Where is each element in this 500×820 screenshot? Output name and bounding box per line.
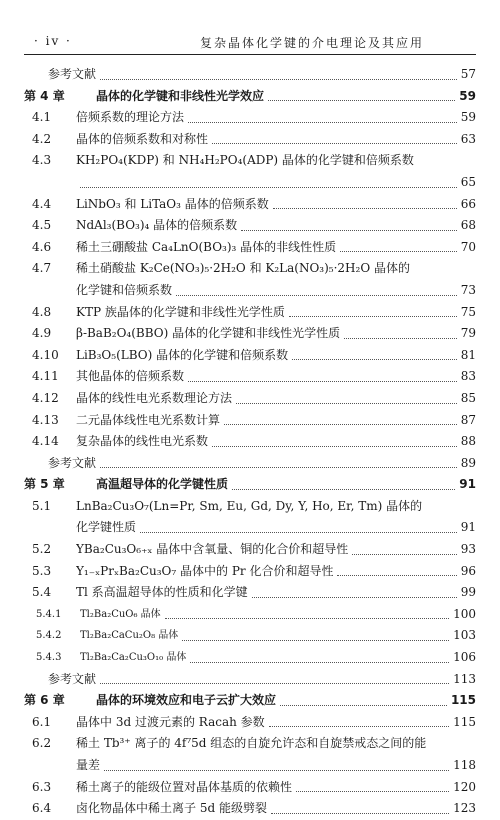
toc-entry-title: LiB₃O₅(LBO) 晶体的化学键和倍频系数 <box>76 347 289 362</box>
header-book-title: 复杂晶体化学键的介电理论及其应用 <box>200 36 425 50</box>
toc-page-number: 120 <box>453 779 476 794</box>
toc-entry-number: 5.4.3 <box>36 652 62 664</box>
toc-entry-title: Tl₂Ba₂Ca₂Cu₃O₁₀ 晶体 <box>80 652 187 664</box>
toc-entry-row <box>24 604 476 626</box>
toc-entry-title: 复杂晶体的线性电光系数 <box>76 434 209 449</box>
toc-entry-number: 4.1 <box>32 110 52 125</box>
toc-entry-title: 量差 <box>76 758 101 772</box>
toc-entry-number: 4.5 <box>32 218 52 233</box>
toc-entry-title: 稀土离子的能级位置对晶体基质的依赖性 <box>76 779 293 794</box>
toc-page-number: 106 <box>453 650 476 665</box>
toc-entry-title: Y₁₋ₓPrₓBa₂Cu₃O₇ 晶体中的 Pr 化合价和超导性 <box>76 563 334 578</box>
toc-dot-leader <box>268 100 455 101</box>
toc-entry-row <box>24 496 476 518</box>
toc-entry-title: 化学键性质 <box>76 520 137 535</box>
toc-entry-title: 二元晶体线性电光系数计算 <box>76 412 221 427</box>
toc-entry-title: YBa₂Cu₃O₆₊ₓ 晶体中含氧量、铜的化合价和超导性 <box>76 542 349 557</box>
toc-entry-number: 5.4.2 <box>36 630 62 642</box>
toc-entry-row <box>24 237 476 259</box>
toc-entry-title: 卤化物晶体中稀土离子 5d 能级劈裂 <box>76 801 267 816</box>
toc-page-number: 91 <box>460 520 476 535</box>
toc-dot-leader <box>340 251 457 252</box>
toc-entry-row <box>24 777 476 799</box>
toc-entry-title: 其他晶体的倍频系数 <box>76 369 185 384</box>
toc-entry-number: 第 6 章 <box>24 693 65 708</box>
toc-dot-leader <box>80 187 457 188</box>
toc-entry-row <box>24 150 476 172</box>
toc-dot-leader <box>232 489 455 490</box>
toc-entry-title: LnBa₂Cu₃O₇(Ln=Pr, Sm, Eu, Gd, Dy, Y, Ho, Er, Tm) 晶体的 <box>76 498 423 513</box>
toc-entry-title: 晶体的化学键和非线性光学效应 <box>96 88 265 103</box>
toc-page-number: 57 <box>460 67 476 81</box>
toc-page-number: 83 <box>460 369 476 384</box>
toc-dot-leader <box>280 705 447 706</box>
toc-entry-row <box>24 258 476 280</box>
toc-page-number: 65 <box>460 174 476 189</box>
toc-entry-number: 4.6 <box>32 239 52 254</box>
toc-entry-title: 晶体的倍频系数和对称性 <box>76 131 209 146</box>
toc-entry-row <box>24 323 476 345</box>
toc-entry-title: 化学键和倍频系数 <box>76 282 173 297</box>
toc-page-number: 100 <box>453 606 476 621</box>
toc-dot-leader <box>236 403 457 404</box>
toc-entry-row <box>24 582 476 604</box>
toc-entry-number: 4.7 <box>32 261 52 276</box>
toc-dot-leader <box>100 79 457 80</box>
toc-entry-number: 第 5 章 <box>24 477 65 492</box>
toc-page-number: 70 <box>460 239 476 254</box>
toc-dot-leader <box>289 316 457 317</box>
toc-dot-leader <box>252 597 457 598</box>
toc-chapter-row <box>24 86 476 108</box>
toc-entry-title: 晶体的环境效应和电子云扩大效应 <box>96 693 277 708</box>
toc-page-number: 75 <box>460 304 476 319</box>
toc-page-number: 115 <box>450 693 476 708</box>
toc-entry-title: 参考文献 <box>48 671 97 686</box>
toc-entry-number: 4.3 <box>32 153 52 168</box>
toc-entry-title: Tl 系高温超导体的性质和化学键 <box>76 585 248 600</box>
toc-entry-row <box>24 194 476 216</box>
toc-page-number: 93 <box>460 542 476 557</box>
toc-entry-number: 4.13 <box>32 412 59 427</box>
toc-dot-leader <box>344 338 457 339</box>
toc-entry-number: 4.14 <box>32 434 59 449</box>
toc-dot-leader <box>271 813 449 814</box>
toc-dot-leader <box>292 359 457 360</box>
toc-dot-leader <box>100 683 449 684</box>
toc-entry-row <box>24 453 476 475</box>
toc-entry-number: 4.10 <box>32 347 59 362</box>
toc-entry-title: 高温超导体的化学键性质 <box>96 477 229 492</box>
toc-entry-title: Tl₂Ba₂CuO₆ 晶体 <box>80 608 161 620</box>
toc-entry-number: 6.1 <box>32 714 52 729</box>
toc-dot-leader <box>176 295 457 296</box>
toc-entry-row <box>24 669 476 691</box>
toc-entry-number: 4.4 <box>32 196 52 211</box>
toc-entry-row <box>24 64 476 86</box>
toc-dot-leader <box>182 640 449 641</box>
toc-page-number: 85 <box>460 390 476 405</box>
toc-entry-row <box>24 561 476 583</box>
toc-dot-leader <box>273 208 457 209</box>
toc-entry-number: 4.8 <box>32 304 52 319</box>
toc-entry-number: 6.2 <box>32 736 52 751</box>
table-of-contents <box>24 64 476 820</box>
toc-entry-number: 5.1 <box>32 498 52 513</box>
toc-entry-row <box>24 539 476 561</box>
toc-entry-title: KH₂PO₄(KDP) 和 NH₄H₂PO₄(ADP) 晶体的化学键和倍频系数 <box>76 153 414 168</box>
header-page-number: · iv · <box>34 34 72 48</box>
toc-page-number: 68 <box>460 218 476 233</box>
toc-entry-row <box>24 431 476 453</box>
toc-page-number: 118 <box>453 758 476 772</box>
toc-entry-number: 5.4 <box>32 585 52 600</box>
toc-entry-row <box>24 388 476 410</box>
toc-entry-number: 5.2 <box>32 542 52 557</box>
toc-dot-leader <box>296 791 449 792</box>
toc-entry-row <box>24 647 476 669</box>
toc-entry-title: LiNbO₃ 和 LiTaO₃ 晶体的倍频系数 <box>76 196 269 211</box>
toc-dot-leader <box>337 575 456 576</box>
toc-entry-title: β-BaB₂O₄(BBO) 晶体的化学键和非线性光学性质 <box>76 326 341 341</box>
toc-dot-leader <box>188 122 457 123</box>
toc-dot-leader <box>269 726 449 727</box>
toc-dot-leader <box>212 446 457 447</box>
toc-page-number: 87 <box>460 412 476 427</box>
toc-page-number: 73 <box>460 282 476 297</box>
toc-entry-row <box>24 517 476 539</box>
toc-entry-row <box>24 215 476 237</box>
toc-dot-leader <box>188 381 457 382</box>
toc-chapter-row <box>24 690 476 712</box>
toc-entry-row <box>24 366 476 388</box>
toc-entry-row <box>24 733 476 755</box>
toc-dot-leader <box>190 662 449 663</box>
toc-entry-number: 6.3 <box>32 779 52 794</box>
toc-entry-number: 5.4.1 <box>36 608 62 620</box>
toc-page-number: 103 <box>453 628 476 643</box>
toc-dot-leader <box>140 532 457 533</box>
toc-page-number: 59 <box>460 110 476 125</box>
toc-page-number: 59 <box>459 88 476 103</box>
toc-page-number: 96 <box>460 563 476 578</box>
toc-page-number: 63 <box>460 131 476 146</box>
toc-entry-number: 第 4 章 <box>24 88 65 103</box>
toc-dot-leader <box>224 424 457 425</box>
toc-page-number: 81 <box>460 347 476 362</box>
toc-entry-title: 倍频系数的理论方法 <box>76 110 185 125</box>
toc-page-number: 88 <box>460 434 476 449</box>
toc-entry-title: 稀土三硼酸盐 Ca₄LnO(BO₃)₃ 晶体的非线性性质 <box>76 239 337 254</box>
toc-entry-row <box>24 625 476 647</box>
toc-entry-title: 稀土硝酸盐 K₂Ce(NO₃)₅·2H₂O 和 K₂La(NO₃)₅·2H₂O 晶体的 <box>76 261 410 276</box>
toc-entry-title: 参考文献 <box>48 455 97 470</box>
toc-entry-title: 参考文献 <box>48 67 97 81</box>
toc-page-number: 79 <box>460 326 476 341</box>
toc-entry-title: 晶体中 3d 过渡元素的 Racah 参数 <box>76 714 265 729</box>
toc-dot-leader <box>104 770 449 771</box>
toc-entry-row <box>24 712 476 734</box>
toc-page-number: 113 <box>453 671 476 686</box>
toc-entry-title: NdAl₃(BO₃)₄ 晶体的倍频系数 <box>76 218 238 233</box>
toc-page-number: 99 <box>460 585 476 600</box>
toc-entry-row <box>24 129 476 151</box>
toc-page-number: 115 <box>453 714 476 729</box>
toc-dot-leader <box>241 230 457 231</box>
toc-entry-title: Tl₂Ba₂CaCu₂O₈ 晶体 <box>80 630 179 642</box>
toc-dot-leader <box>165 618 449 619</box>
toc-entry-row <box>24 798 476 820</box>
toc-entry-row <box>24 755 476 777</box>
toc-entry-row <box>24 345 476 367</box>
header-rule <box>24 54 476 55</box>
toc-entry-title: 晶体的线性电光系数理论方法 <box>76 390 233 405</box>
toc-dot-leader <box>212 143 457 144</box>
toc-page-number: 89 <box>460 455 476 470</box>
toc-entry-row <box>24 302 476 324</box>
running-header <box>24 32 476 52</box>
toc-entry-number: 4.11 <box>32 369 59 384</box>
toc-dot-leader <box>352 554 456 555</box>
toc-entry-row <box>24 107 476 129</box>
toc-entry-row <box>24 172 476 194</box>
toc-page-number: 66 <box>460 196 476 211</box>
toc-chapter-row <box>24 474 476 496</box>
toc-entry-number: 4.9 <box>32 326 52 341</box>
toc-entry-number: 5.3 <box>32 563 52 578</box>
toc-entry-title: KTP 族晶体的化学键和非线性光学性质 <box>76 304 285 319</box>
toc-entry-row <box>24 280 476 302</box>
toc-page-number: 123 <box>453 801 476 816</box>
toc-entry-number: 6.4 <box>32 801 52 816</box>
toc-entry-row <box>24 410 476 432</box>
toc-dot-leader <box>100 467 457 468</box>
toc-entry-title: 稀土 Tb³⁺ 离子的 4f⁷5d 组态的自旋允许态和自旋禁戒态之间的能 <box>76 736 427 751</box>
toc-entry-number: 4.2 <box>32 131 52 146</box>
toc-page-number: 91 <box>459 477 476 492</box>
toc-entry-number: 4.12 <box>32 390 59 405</box>
